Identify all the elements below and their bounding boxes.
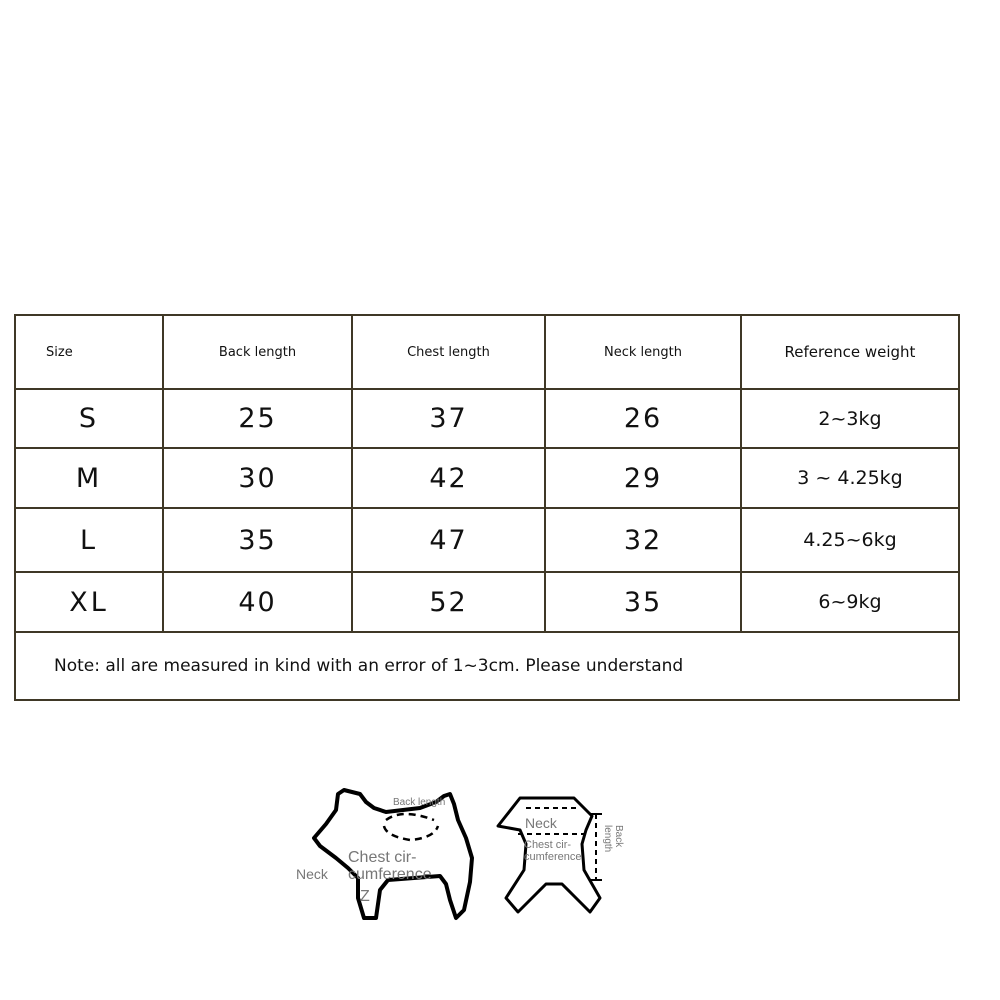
table-row <box>15 572 959 632</box>
reference-weight-cell: 6~9kg <box>741 572 959 632</box>
back-length-cell: 35 <box>163 508 352 572</box>
chest-length-cell: 37 <box>352 389 545 448</box>
header-back-length: Back length <box>163 315 352 389</box>
reference-weight-cell: 4.25~6kg <box>741 508 959 572</box>
size-cell: XL <box>15 572 163 632</box>
dog-mark-label: Z <box>360 888 370 905</box>
neck-length-cell: 32 <box>545 508 741 572</box>
note-row <box>15 632 959 700</box>
table-row <box>15 448 959 508</box>
garment-silhouette-icon <box>490 790 640 920</box>
garment-neck-label: Neck <box>525 815 557 831</box>
table-row <box>15 508 959 572</box>
header-size: Size <box>15 315 163 389</box>
garment-chest-label-line1: Chest cir- <box>524 839 572 851</box>
chest-length-cell: 47 <box>352 508 545 572</box>
dog-measurement-diagram <box>290 780 490 930</box>
reference-weight-cell: 2~3kg <box>741 389 959 448</box>
reference-weight-cell: 3 ~ 4.25kg <box>741 448 959 508</box>
size-cell: S <box>15 389 163 448</box>
dog-silhouette-icon <box>290 780 490 930</box>
size-chart-table <box>14 314 960 701</box>
header-neck-length: Neck length <box>545 315 741 389</box>
dog-chest-label-line1: Chest cir- <box>348 849 417 866</box>
size-cell: M <box>15 448 163 508</box>
garment-back-label-line2: length <box>602 825 613 853</box>
dog-chest-label-line2: cumference <box>348 866 432 883</box>
neck-length-cell: 35 <box>545 572 741 632</box>
header-chest-length: Chest length <box>352 315 545 389</box>
neck-length-cell: 29 <box>545 448 741 508</box>
table-header-row <box>15 315 959 389</box>
back-length-cell: 25 <box>163 389 352 448</box>
back-length-cell: 40 <box>163 572 352 632</box>
neck-length-cell: 26 <box>545 389 741 448</box>
chest-length-cell: 42 <box>352 448 545 508</box>
garment-measurement-diagram <box>490 790 640 920</box>
dog-back-length-label: Back length <box>393 797 446 808</box>
garment-back-label-line1: Back <box>613 825 624 848</box>
table-row <box>15 389 959 448</box>
header-reference-weight: Reference weight <box>741 315 959 389</box>
garment-chest-label-line2: cumference <box>524 851 582 863</box>
measurement-note: Note: all are measured in kind with an error of 1~3cm. Please understand <box>15 632 959 700</box>
chest-length-cell: 52 <box>352 572 545 632</box>
size-cell: L <box>15 508 163 572</box>
dog-neck-label: Neck <box>296 866 328 882</box>
back-length-cell: 30 <box>163 448 352 508</box>
